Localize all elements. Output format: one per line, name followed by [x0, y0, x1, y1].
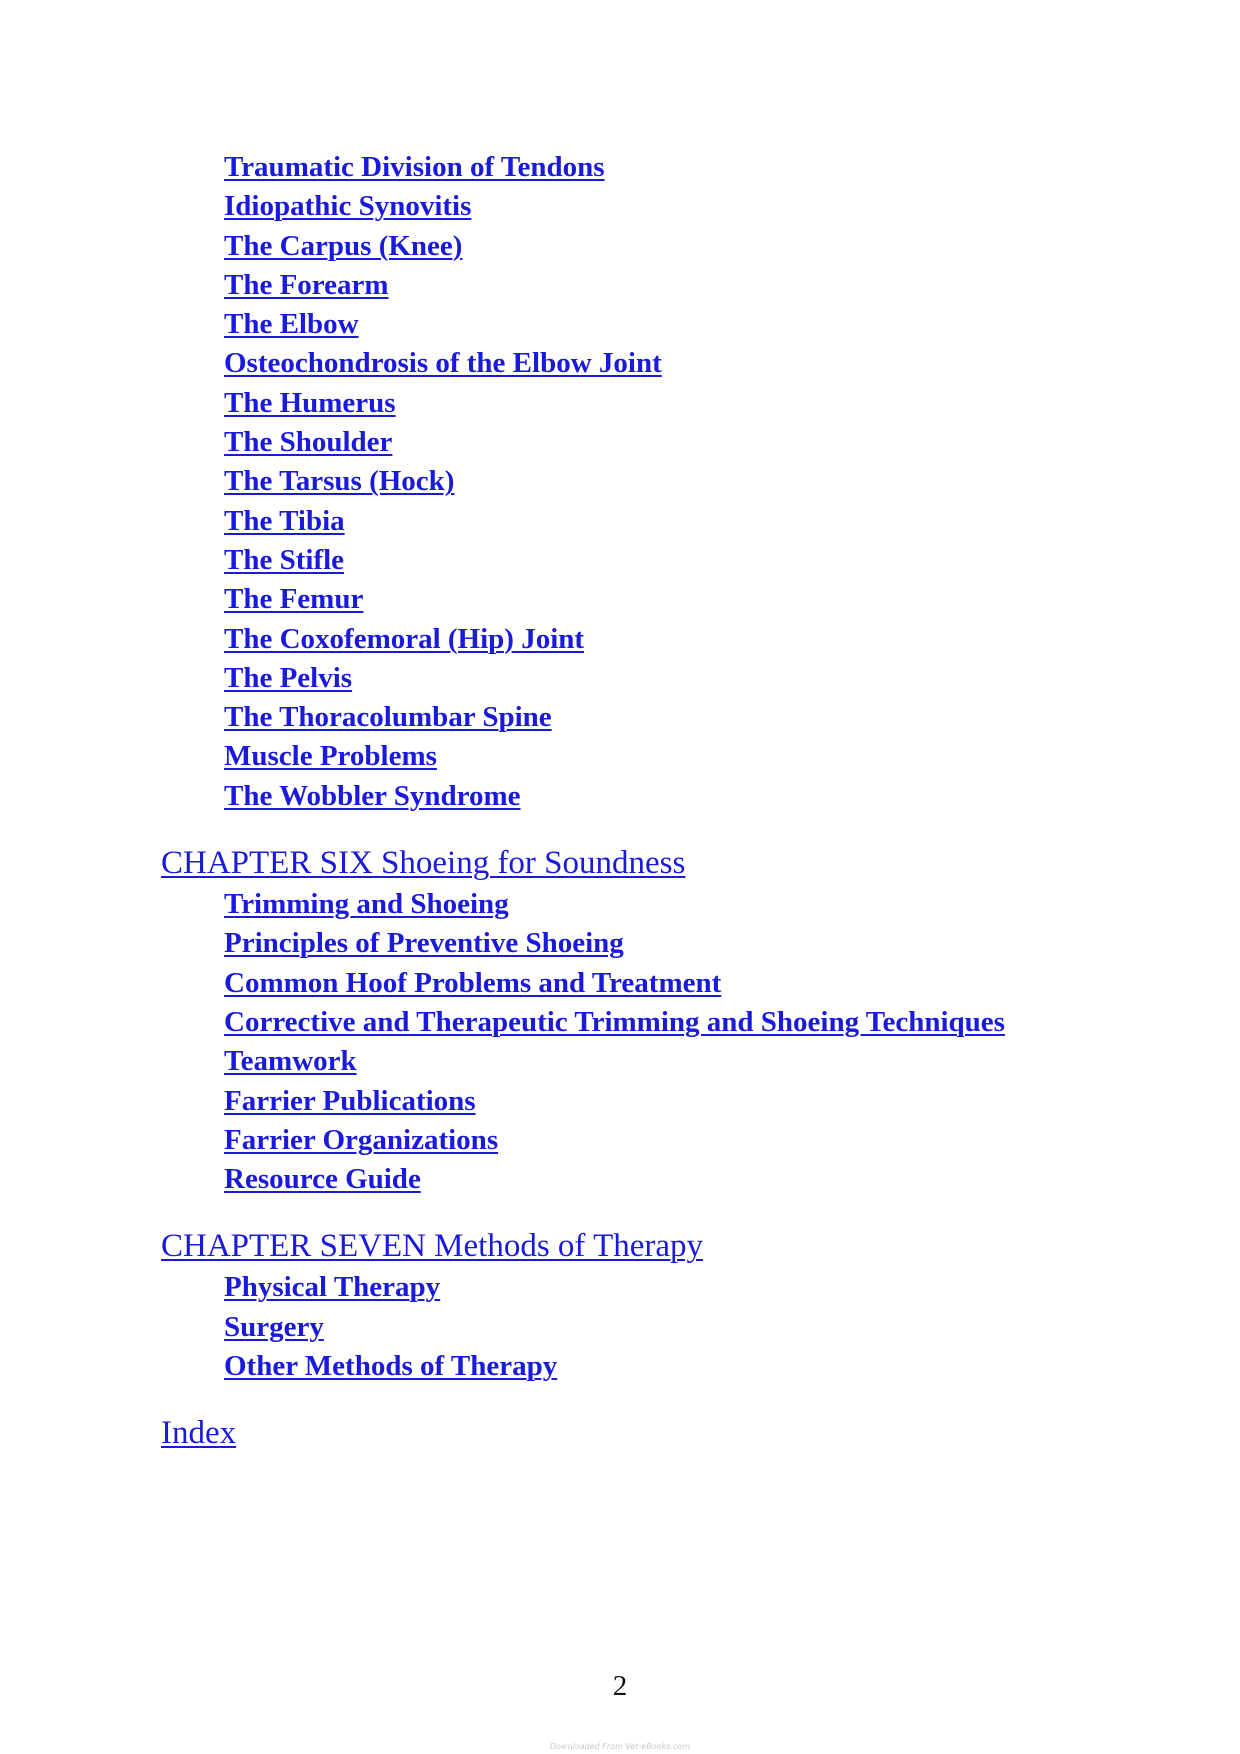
toc-entry	[224, 1003, 1161, 1042]
toc-entry	[224, 1268, 1161, 1307]
index-heading	[161, 1411, 1161, 1455]
toc-link[interactable]: The Tibia	[224, 504, 345, 537]
toc-link[interactable]: The Carpus (Knee)	[224, 229, 463, 262]
toc-link[interactable]: Physical Therapy	[224, 1271, 441, 1304]
table-of-contents	[161, 148, 1161, 1455]
toc-entry	[224, 1347, 1161, 1386]
toc-link[interactable]: Idiopathic Synovitis	[224, 190, 472, 223]
toc-entry	[224, 541, 1161, 580]
toc-link[interactable]: The Pelvis	[224, 661, 353, 694]
toc-link[interactable]: Trimming and Shoeing	[224, 888, 509, 921]
toc-entry	[224, 698, 1161, 737]
toc-link[interactable]: The Shoulder	[224, 426, 393, 459]
toc-link[interactable]: The Tarsus (Hock)	[224, 465, 455, 498]
chapter-five-continued-list	[161, 148, 1161, 816]
page-number: 2	[612, 1670, 628, 1702]
toc-link[interactable]: The Wobbler Syndrome	[224, 779, 521, 812]
index-link[interactable]: Index	[161, 1415, 237, 1452]
toc-link[interactable]: Muscle Problems	[224, 740, 437, 773]
toc-entry	[224, 924, 1161, 963]
toc-entry	[224, 227, 1161, 266]
chapter-six-link[interactable]: CHAPTER SIX Shoeing for Soundness	[161, 845, 686, 882]
toc-entry	[224, 266, 1161, 305]
toc-entry	[224, 885, 1161, 924]
toc-entry	[224, 659, 1161, 698]
toc-entry	[224, 384, 1161, 423]
toc-link[interactable]: Other Methods of Therapy	[224, 1350, 558, 1383]
toc-entry	[224, 1082, 1161, 1121]
toc-link[interactable]: Teamwork	[224, 1045, 357, 1078]
toc-entry	[224, 1042, 1161, 1081]
toc-entry	[224, 964, 1161, 1003]
toc-link[interactable]: The Stifle	[224, 543, 345, 576]
toc-link[interactable]: Osteochondrosis of the Elbow Joint	[224, 347, 662, 380]
chapter-seven-heading	[161, 1224, 1161, 1268]
toc-entry	[224, 423, 1161, 462]
download-watermark: Downloaded From Vet-eBooks.com	[549, 1742, 690, 1751]
toc-link[interactable]: The Humerus	[224, 386, 396, 419]
toc-entry	[224, 737, 1161, 776]
toc-link[interactable]: Farrier Organizations	[224, 1123, 499, 1156]
toc-entry	[224, 777, 1161, 816]
toc-link[interactable]: Corrective and Therapeutic Trimming and Shoeing Techniques	[224, 1005, 1005, 1038]
toc-link[interactable]: Farrier Publications	[224, 1084, 476, 1117]
toc-link[interactable]: The Coxofemoral (Hip) Joint	[224, 622, 585, 655]
toc-link[interactable]: The Femur	[224, 583, 364, 616]
chapter-seven-link[interactable]: CHAPTER SEVEN Methods of Therapy	[161, 1228, 704, 1265]
toc-entry	[224, 1308, 1161, 1347]
toc-entry	[224, 462, 1161, 501]
toc-entry	[224, 620, 1161, 659]
toc-link[interactable]: The Elbow	[224, 308, 359, 341]
toc-link[interactable]: Resource Guide	[224, 1163, 421, 1196]
toc-entry	[224, 580, 1161, 619]
toc-link[interactable]: Common Hoof Problems and Treatment	[224, 966, 722, 999]
chapter-seven-list	[161, 1268, 1161, 1386]
toc-link[interactable]: Surgery	[224, 1310, 324, 1343]
chapter-six-list	[161, 885, 1161, 1199]
toc-entry	[224, 1160, 1161, 1199]
toc-entry	[224, 1121, 1161, 1160]
toc-link[interactable]: The Forearm	[224, 268, 389, 301]
toc-entry	[224, 187, 1161, 226]
toc-link[interactable]: Principles of Preventive Shoeing	[224, 927, 624, 960]
toc-entry	[224, 305, 1161, 344]
toc-entry	[224, 502, 1161, 541]
toc-entry	[224, 148, 1161, 187]
toc-link[interactable]: Traumatic Division of Tendons	[224, 151, 605, 183]
chapter-six-heading	[161, 841, 1161, 885]
toc-entry	[224, 344, 1161, 383]
toc-link[interactable]: The Thoracolumbar Spine	[224, 701, 552, 734]
